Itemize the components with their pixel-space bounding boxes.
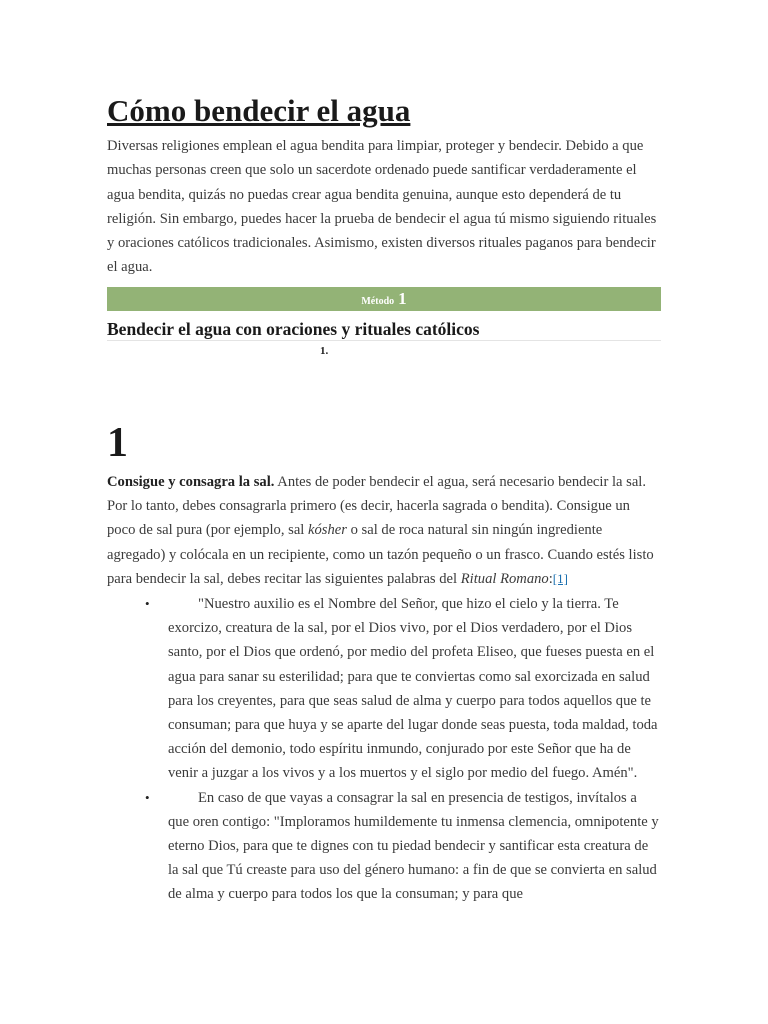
- divider: [107, 340, 661, 341]
- step-lead: Consigue y consagra la sal.: [107, 474, 275, 490]
- intro-paragraph: Diversas religiones emplean el agua bendita para limpiar, proteger y bendecir. Debido a que muchas personas creen que solo un sacerdote ordenado puede santificar verdaderamente el agua bendita, quizás no puedas crear agua bendita genuina, aunque esto dependerá de tu religión. Sin embargo, puedes hacer la prueba de bendecir el agua tú mismo siguiendo rituales y oraciones católicos tradicionales. Asimismo, existen diversos rituales paganos para bendecir el agua.: [107, 138, 657, 276]
- list-item: [107, 592, 661, 786]
- method-number: 1: [398, 289, 407, 308]
- step-text-1: Antes de poder bendecir el agua, será necesario bendecir la sal. Por lo tanto, debes consagrarla primero (es decir, hacerla sagrada o bendita). Consigue un poco de sal pura (por ejemplo, sal: [107, 474, 647, 539]
- step-text-2: o sal de roca natural sin ningún ingrediente agregado) y colócala en un recipiente, como un tazón pequeño o un frasco. Cuando estés listo para bendecir la sal, debes recitar las siguientes palabras del: [107, 522, 654, 587]
- method-banner: [107, 287, 661, 311]
- list-item-text: En caso de que vayas a consagrar la sal en presencia de testigos, invítalos a que oren contigo: "Imploramos humildemente tu inmensa clemencia, omnipotente y eterno Dios, para que te dignes con tu piedad bendecir y santificar esta creatura de la sal que Tú creaste para uso del género humano: a fin de que se convierta en salud de alma y cuerpo para todos los que la consuman; y para que: [168, 789, 659, 903]
- step-paragraph: [107, 470, 661, 591]
- page-title: Cómo bendecir el agua: [107, 93, 411, 128]
- reference-link[interactable]: [1]: [552, 570, 568, 586]
- step-small-number: 1.: [320, 345, 329, 357]
- list-item: [107, 786, 661, 907]
- bullet-marker: •: [145, 789, 150, 805]
- bullet-marker: •: [145, 596, 150, 611]
- list-item-text: "Nuestro auxilio es el Nombre del Señor, que hizo el cielo y la tierra. Te exorcizo, creatura de la sal, por el Dios vivo, por el Dios verdadero, por el Dios santo, por el Dios que ordenó, por medio del profeta Eliseo, que fueses puesta en el agua para sanar su esterilidad; para que te conviertas como sal exorcizada en salud para los creyentes, para que seas salud de alma y cuerpo para todos aquellos que te consuman; para que huya y se aparte del lugar donde seas puesta, toda maldad, toda acción del demonio, todo espíritu inmundo, conjurado por este Señor que ha de venir a juzgar a los vivos y a los muertos y el siglo por medio del fuego. Amén".: [168, 596, 658, 782]
- step-italic-1: kósher: [308, 522, 347, 539]
- method-label: Método: [361, 296, 395, 307]
- step-text-3: :: [548, 570, 553, 587]
- step-number: 1: [107, 420, 128, 466]
- method-heading: Bendecir el agua con oraciones y rituales católicos: [107, 319, 480, 339]
- step-italic-2: Ritual Romano: [460, 570, 549, 587]
- bullet-list: [107, 592, 661, 907]
